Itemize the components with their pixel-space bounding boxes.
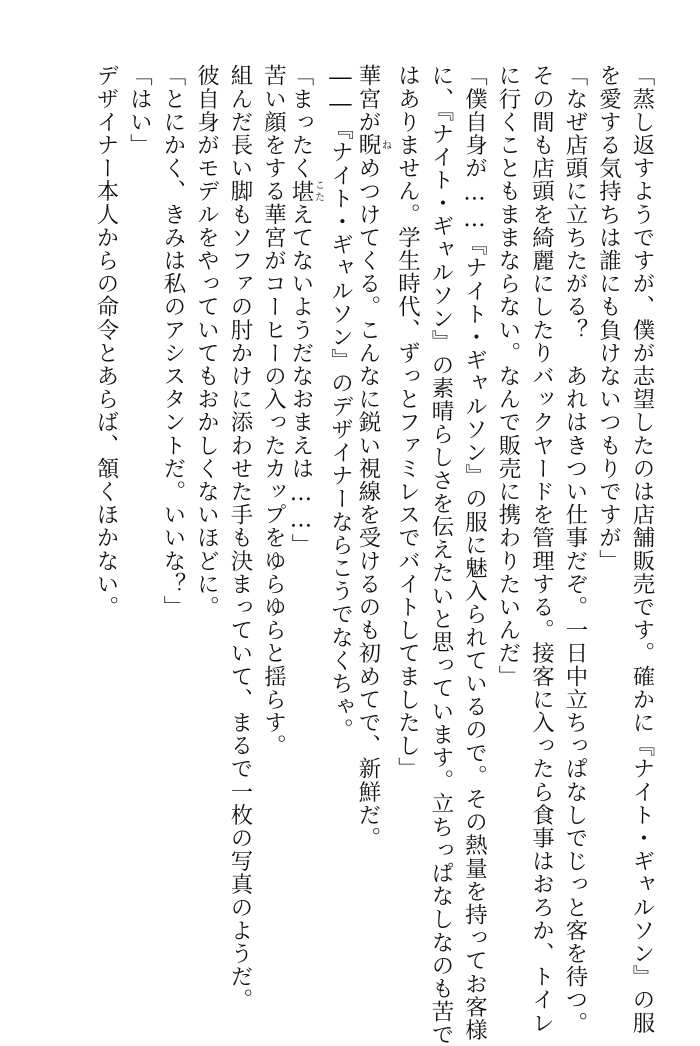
text-column: に、『ナイト・ギャルソン』の素晴らしさを伝えたいと思っています。立ちっぱなしなのも苦で <box>428 64 454 1046</box>
text-column: 「とにかく、きみは私のアシスタントだ。いいな？」 <box>160 64 186 619</box>
text-column: 組んだ長い脚もソファの肘かけに添わせた手も決まっていて、まるで一枚の写真のようだ。 <box>227 64 253 1012</box>
ruby-base: 堪 <box>288 179 314 203</box>
text-column: デザイナー本人からの命令とあらば、頷くほかない。 <box>93 64 119 619</box>
text-column <box>357 64 391 984</box>
text-column <box>290 64 324 984</box>
text-column: 「僕自身が……『ナイト・ギャルソン』の服に魅入られているので。その熱量を持ってお客様 <box>461 64 488 1042</box>
text-column: 「蒸し返すようですが、僕が志望したのは店舗販売です。確かに『ナイト・ギャルソン』の服 <box>629 64 655 1035</box>
ruby-reading: こた <box>312 179 324 203</box>
text-segment: 「まったく <box>288 64 314 180</box>
text-column: その間も店頭を綺麗にしたりバックヤードを管理する。接客に入ったら食事はおろか、トイレ <box>528 64 555 1035</box>
text-column: はありません。学生時代、ずっとファミレスでバイトしてましたし」 <box>394 64 421 781</box>
text-column: ――『ナイト・ギャルソン』のデザイナーならこうでなくちゃ。 <box>327 64 354 742</box>
text-column: 苦い顔をする華宮がコーヒーの入ったカップをゆらゆらと揺らす。 <box>260 64 287 757</box>
text-column: 「なぜ店頭に立ちたがる？ あれはきつい仕事だぞ。一日中立ちっぱなしでじっと客を待つ。 <box>562 64 588 1035</box>
text-column: 「はい」 <box>126 64 153 157</box>
text-column: を愛する気持ちは誰にも負けないつもりですが」 <box>595 64 622 573</box>
text-column: 彼自身がモデルをやっていてもおかしくないほどに。 <box>193 64 220 619</box>
text-segment: 華宮が <box>355 64 381 134</box>
ruby-reading: ね <box>379 133 391 157</box>
text-column: に行くこともままならない。なんで販売に携わりたいんだ」 <box>495 64 521 688</box>
vertical-text-body <box>48 64 658 1046</box>
ruby-base: 睨 <box>355 133 381 157</box>
text-segment: めつけてくる。こんなに鋭い視線を受けるのも初めてで、新鮮だ。 <box>355 156 381 850</box>
text-segment: えてないようだなおまえは……」 <box>288 202 314 557</box>
ruby-annotated-kanji <box>355 133 391 157</box>
ruby-annotated-kanji <box>288 179 324 203</box>
